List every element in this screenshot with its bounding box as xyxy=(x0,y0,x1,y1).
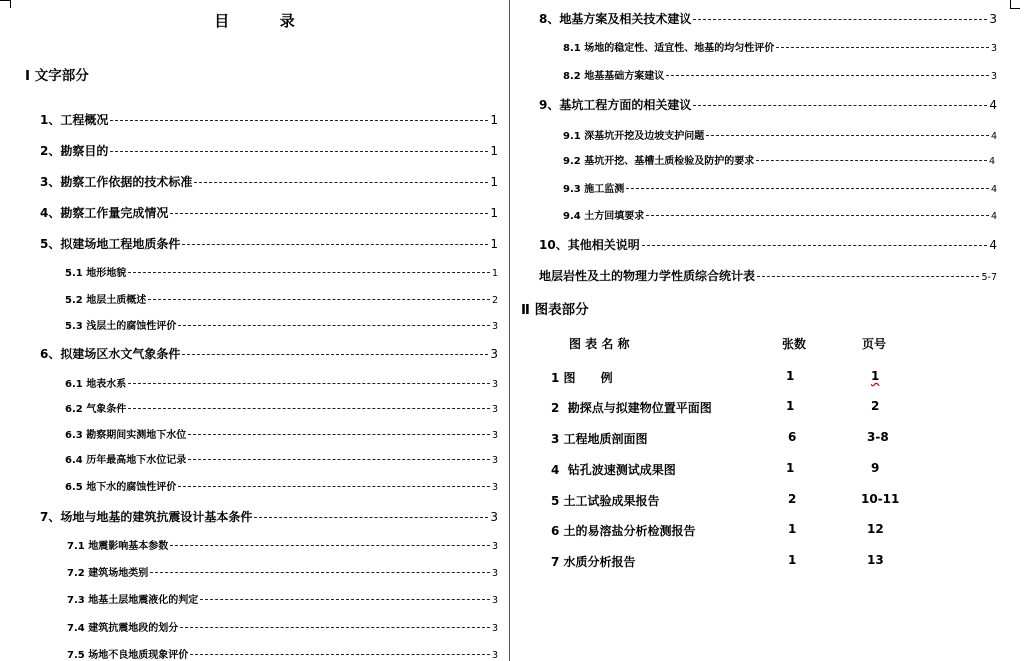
toc-entry-page: 1 xyxy=(490,206,498,220)
toc-subentry[interactable] xyxy=(67,619,498,634)
toc-subentry[interactable] xyxy=(563,39,997,54)
figure-page: 1 xyxy=(871,369,880,383)
toc-entry[interactable] xyxy=(539,236,997,253)
leader-dots xyxy=(128,272,490,273)
toc-entry[interactable] xyxy=(539,96,997,113)
leader-dots xyxy=(148,299,490,300)
leader-dots xyxy=(110,151,488,152)
toc-subentry[interactable] xyxy=(563,127,997,142)
figure-count: 2 xyxy=(788,492,797,506)
toc-entry-page: 3 xyxy=(491,482,498,493)
table-row[interactable] xyxy=(0,430,1028,448)
toc-entry-page: 1 xyxy=(490,175,498,189)
toc-entry-text: 10、其他相关说明 xyxy=(539,238,640,252)
title-char-1: 目 xyxy=(214,12,230,30)
toc-subentry[interactable] xyxy=(65,264,498,279)
leader-dots xyxy=(182,244,488,245)
crop-mark-top-left xyxy=(0,0,10,1)
toc-entry[interactable] xyxy=(40,173,498,190)
toc-entry-page: 3 xyxy=(491,623,498,634)
toc-entry-text: 8、地基方案及相关技术建议 xyxy=(539,12,692,26)
figure-count: 1 xyxy=(788,522,797,536)
toc-entry-text: 5、拟建场地工程地质条件 xyxy=(40,237,181,251)
toc-entry-page: 3 xyxy=(491,568,498,579)
leader-dots xyxy=(693,105,987,106)
toc-entry-page: 3 xyxy=(989,12,997,26)
leader-dots xyxy=(170,545,490,546)
figure-name: 3 工程地质剖面图 xyxy=(551,432,648,446)
toc-entry[interactable] xyxy=(539,10,997,27)
leader-dots xyxy=(646,215,989,216)
toc-entry-text: 地层岩性及土的物理力学性质综合统计表 xyxy=(539,269,756,283)
toc-entry-text: 2、勘察目的 xyxy=(40,144,109,158)
figure-count: 1 xyxy=(788,553,797,567)
crop-mark-top-right xyxy=(1010,0,1011,8)
col-count-header: 张数 xyxy=(782,337,807,351)
toc-entry-text: 7.3 地基土层地震液化的判定 xyxy=(67,595,199,606)
toc-entry-page: 3 xyxy=(491,404,498,415)
toc-entry-page: 4 xyxy=(989,238,997,252)
toc-entry-text: 5.1 地形地貌 xyxy=(65,268,127,279)
toc-entry-page: 1 xyxy=(491,268,498,279)
crop-mark-top-left-v xyxy=(10,0,11,8)
toc-entry[interactable] xyxy=(40,204,498,221)
toc-entry-text: 9、基坑工程方面的相关建议 xyxy=(539,98,692,112)
figure-count: 6 xyxy=(788,430,797,444)
toc-entry-text: 1、工程概况 xyxy=(40,113,109,127)
section-chart-heading: Ⅱ 图表部分 xyxy=(521,302,589,318)
toc-subentry[interactable] xyxy=(65,291,498,306)
section-text-heading: Ⅰ 文字部分 xyxy=(25,68,89,84)
toc-entry-text: 9.4 土方回填要求 xyxy=(563,211,645,222)
title-char-2: 录 xyxy=(279,12,295,30)
toc-entry-page: 3 xyxy=(990,43,997,54)
toc-entry-page: 4 xyxy=(990,131,997,142)
leader-dots xyxy=(693,19,987,20)
table-row[interactable] xyxy=(0,492,1028,510)
leader-dots xyxy=(200,599,490,600)
toc-entry-text: 3、勘察工作依据的技术标准 xyxy=(40,175,193,189)
toc-entry-page: 3 xyxy=(491,455,498,466)
toc-entry-page: 1 xyxy=(490,144,498,158)
toc-entry-page: 3 xyxy=(491,541,498,552)
toc-entry-text: 7.2 建筑场地类别 xyxy=(67,568,149,579)
toc-entry-text: 7、场地与地基的建筑抗震设计基本条件 xyxy=(40,510,253,524)
toc-entry-page: 4 xyxy=(989,98,997,112)
toc-subentry[interactable] xyxy=(563,207,997,222)
leader-dots xyxy=(194,182,488,183)
toc-entry-text: 4、勘察工作量完成情况 xyxy=(40,206,169,220)
toc-entry-text: 9.3 施工监测 xyxy=(563,184,625,195)
leader-dots xyxy=(110,120,488,121)
toc-entry-text: 5.3 浅层土的腐蚀性评价 xyxy=(65,321,177,332)
figure-name: 4 钻孔波速测试成果图 xyxy=(551,463,676,477)
table-row[interactable] xyxy=(0,553,1028,571)
figure-page: 3-8 xyxy=(867,430,889,444)
toc-entry-text: 6.2 气象条件 xyxy=(65,404,127,415)
toc-entry-text: 7.1 地震影响基本参数 xyxy=(67,541,169,552)
toc-entry-page: 3 xyxy=(490,347,498,361)
toc-entry-text: 7.4 建筑抗震地段的划分 xyxy=(67,623,179,634)
toc-entry-page: 4 xyxy=(988,156,995,167)
leader-dots xyxy=(666,75,989,76)
toc-entry-text: 6.1 地表水系 xyxy=(65,379,127,390)
figure-page: 10-11 xyxy=(861,492,900,506)
toc-subentry[interactable] xyxy=(67,646,498,661)
leader-dots xyxy=(188,459,490,460)
col-name-header: 图 表 名 称 xyxy=(569,337,630,351)
table-row[interactable] xyxy=(0,369,1028,387)
leader-dots xyxy=(170,213,488,214)
toc-entry-page: 3 xyxy=(491,595,498,606)
figure-page: 9 xyxy=(871,461,880,475)
toc-entry-page: 3 xyxy=(490,510,498,524)
table-header xyxy=(0,335,1028,353)
toc-entry-text: 5.2 地层土质概述 xyxy=(65,295,147,306)
figure-count: 1 xyxy=(786,399,795,413)
table-row[interactable] xyxy=(0,399,1028,417)
toc-entry-page: 4 xyxy=(990,211,997,222)
toc-entry-text: 6、拟建场区水文气象条件 xyxy=(40,347,181,361)
toc-entry-page: 2 xyxy=(491,295,498,306)
toc-entry-page: 3 xyxy=(990,71,997,82)
leader-dots xyxy=(190,654,490,655)
figure-name: 1 图 例 xyxy=(551,371,613,385)
toc-entry-text: 6.5 地下水的腐蚀性评价 xyxy=(65,482,177,493)
leader-dots xyxy=(178,486,490,487)
crop-mark-top-right-h xyxy=(1010,8,1020,9)
toc-entry-page: 4 xyxy=(990,184,997,195)
leader-dots xyxy=(756,160,987,161)
leader-dots xyxy=(178,325,490,326)
toc-entry-page: 3 xyxy=(491,379,498,390)
leader-dots xyxy=(180,627,490,628)
toc-entry-text: 6.4 历年最高地下水位记录 xyxy=(65,455,187,466)
leader-dots xyxy=(626,188,989,189)
toc-entry-page: 3 xyxy=(491,321,498,332)
toc-entry-text: 6.3 勘察期间实测地下水位 xyxy=(65,430,187,441)
leader-dots xyxy=(757,276,979,277)
toc-subentry[interactable] xyxy=(65,317,498,332)
toc-entry-page: 1 xyxy=(490,113,498,127)
toc-entry-page: 1 xyxy=(490,237,498,251)
toc-entry[interactable] xyxy=(40,111,498,128)
figure-page: 12 xyxy=(867,522,884,536)
col-page-header: 页号 xyxy=(862,337,887,351)
leader-dots xyxy=(706,135,989,136)
toc-entry-text: 8.1 场地的稳定性、适宜性、地基的均匀性评价 xyxy=(563,43,775,54)
toc-entry[interactable] xyxy=(539,267,997,284)
toc-entry-text: 9.2 基坑开挖、基槽土质检验及防护的要求 xyxy=(563,156,755,167)
figure-count: 1 xyxy=(786,461,795,475)
toc-entry-text: 7.5 场地不良地质现象评价 xyxy=(67,650,189,661)
toc-entry-text: 9.1 深基坑开挖及边坡支护问题 xyxy=(563,131,705,142)
table-row[interactable] xyxy=(0,461,1028,479)
toc-subentry[interactable] xyxy=(67,591,498,606)
toc-subentry[interactable] xyxy=(65,478,498,493)
figure-count: 1 xyxy=(786,369,795,383)
toc-entry-page: 3 xyxy=(491,430,498,441)
leader-dots xyxy=(254,517,488,518)
table-row[interactable] xyxy=(0,522,1028,540)
toc-subentry[interactable] xyxy=(563,67,997,82)
toc-title xyxy=(0,10,509,31)
toc-entry[interactable] xyxy=(40,235,498,252)
toc-subentry[interactable] xyxy=(563,180,997,195)
toc-entry-page: 3 xyxy=(491,650,498,661)
toc-subentry[interactable] xyxy=(563,152,995,167)
figure-page: 13 xyxy=(867,553,884,567)
figure-name: 5 土工试验成果报告 xyxy=(551,494,660,508)
toc-entry-text: 8.2 地基基础方案建议 xyxy=(563,71,665,82)
toc-entry-page: 5-7 xyxy=(981,272,997,283)
leader-dots xyxy=(182,354,488,355)
figure-name: 7 水质分析报告 xyxy=(551,555,636,569)
leader-dots xyxy=(642,245,988,246)
toc-entry[interactable] xyxy=(40,142,498,159)
leader-dots xyxy=(150,572,490,573)
leader-dots xyxy=(776,47,989,48)
figure-name: 2 勘探点与拟建物位置平面图 xyxy=(551,401,712,415)
figure-name: 6 土的易溶盐分析检测报告 xyxy=(551,524,696,538)
figure-page: 2 xyxy=(871,399,880,413)
